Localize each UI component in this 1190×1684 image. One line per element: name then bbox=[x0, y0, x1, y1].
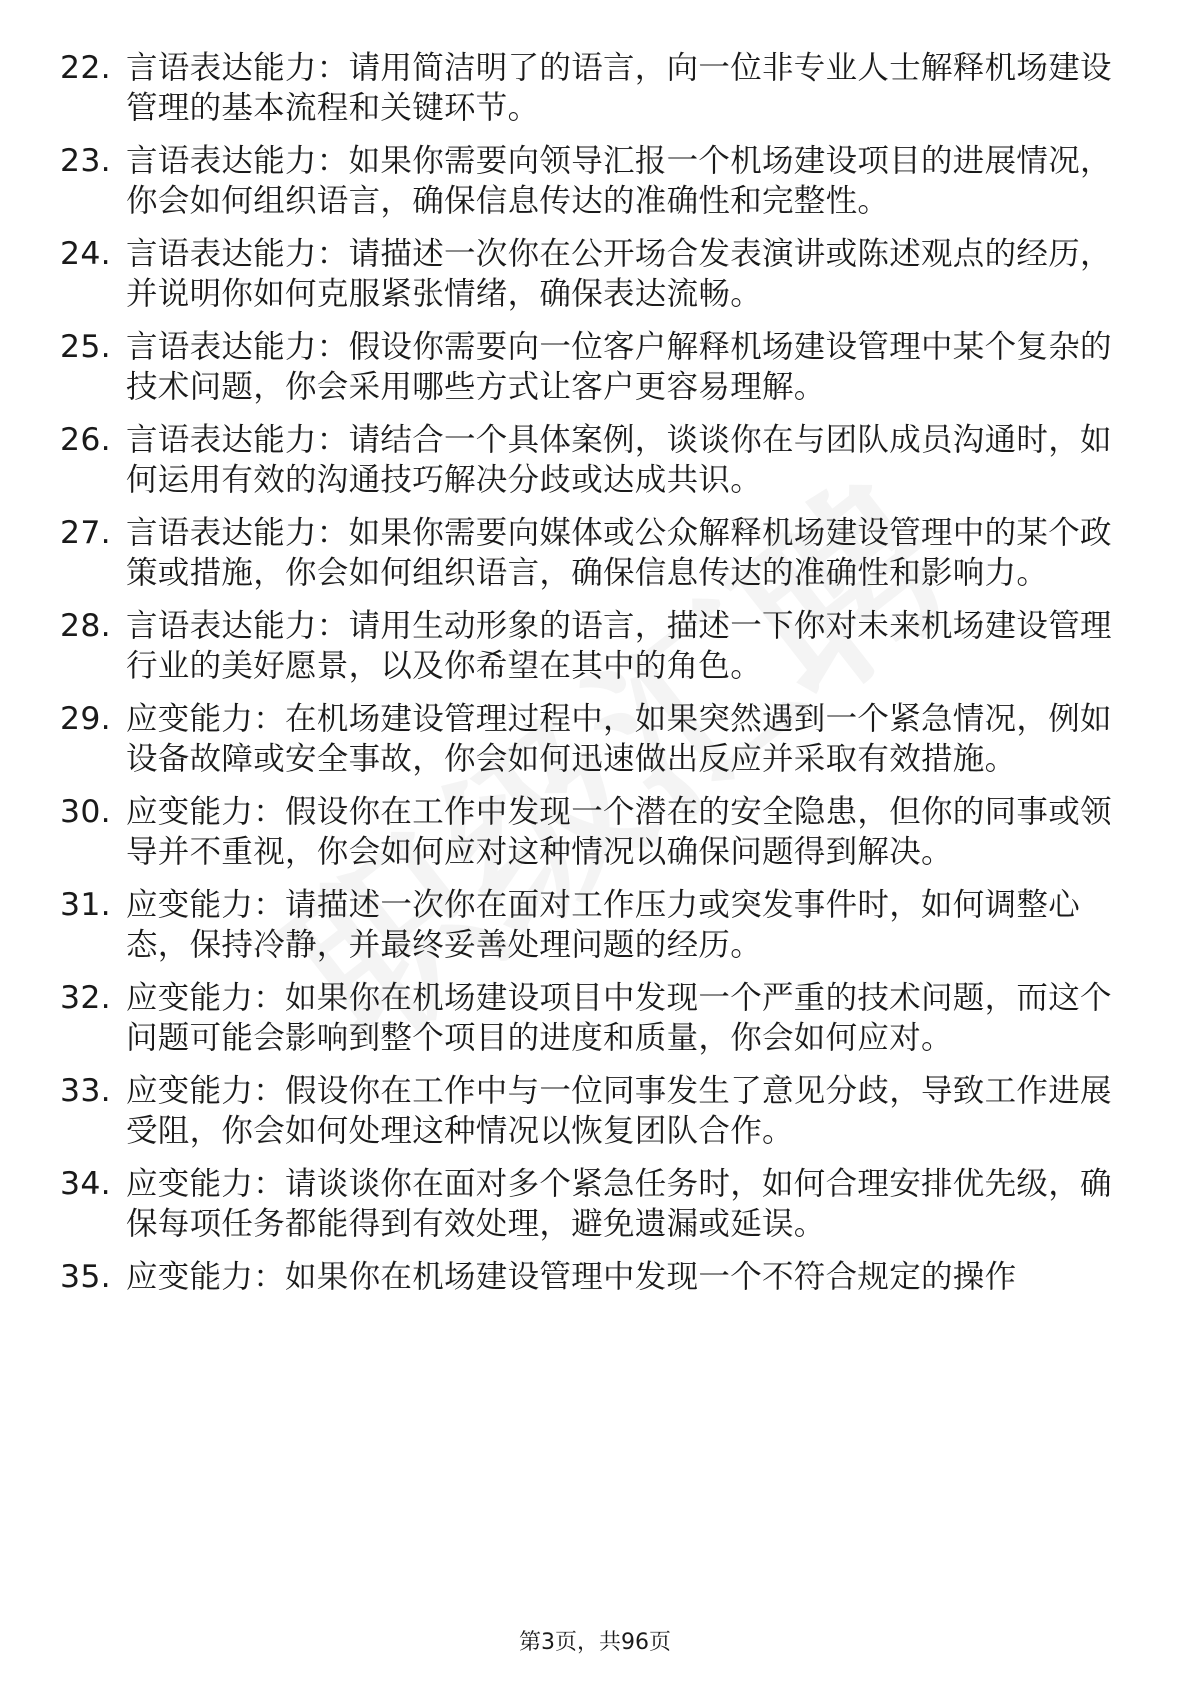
question-text: 言语表达能力：请用简洁明了的语言，向一位非专业人士解释机场建设管理的基本流程和关键环节。 bbox=[126, 50, 1112, 126]
question-item-31 bbox=[60, 885, 1120, 965]
question-number: 34. bbox=[60, 1166, 111, 1202]
question-item-25 bbox=[60, 327, 1120, 407]
question-text: 应变能力：如果你在机场建设项目中发现一个严重的技术问题，而这个问题可能会影响到整个项目的进度和质量，你会如何应对。 bbox=[126, 980, 1112, 1056]
question-number: 31. bbox=[60, 887, 111, 923]
question-number: 30. bbox=[60, 794, 111, 830]
question-item-34 bbox=[60, 1164, 1120, 1244]
question-number: 33. bbox=[60, 1073, 111, 1109]
question-text: 应变能力：在机场建设管理过程中，如果突然遇到一个紧急情况，例如设备故障或安全事故，你会如何迅速做出反应并采取有效措施。 bbox=[126, 701, 1112, 777]
question-text: 应变能力：请描述一次你在面对工作压力或突发事件时，如何调整心态，保持冷静，并最终妥善处理问题的经历。 bbox=[126, 887, 1081, 963]
question-number: 25. bbox=[60, 329, 111, 365]
question-text: 应变能力：假设你在工作中发现一个潜在的安全隐患，但你的同事或领导并不重视，你会如何应对这种情况以确保问题得到解决。 bbox=[126, 794, 1112, 870]
question-item-26 bbox=[60, 420, 1120, 500]
question-number: 22. bbox=[60, 50, 111, 86]
page-number-label: 第3页，共96页 bbox=[519, 1630, 671, 1655]
question-text: 言语表达能力：请用生动形象的语言，描述一下你对未来机场建设管理行业的美好愿景，以及你希望在其中的角色。 bbox=[126, 608, 1112, 684]
question-item-27 bbox=[60, 513, 1120, 593]
question-number: 26. bbox=[60, 422, 111, 458]
question-text: 言语表达能力：如果你需要向领导汇报一个机场建设项目的进展情况，你会如何组织语言，确保信息传达的准确性和完整性。 bbox=[126, 143, 1112, 219]
question-item-33 bbox=[60, 1071, 1120, 1151]
question-item-29 bbox=[60, 699, 1120, 779]
question-number: 32. bbox=[60, 980, 111, 1016]
question-number: 29. bbox=[60, 701, 111, 737]
question-number: 35. bbox=[60, 1259, 111, 1295]
question-item-22 bbox=[60, 48, 1120, 128]
question-text: 应变能力：假设你在工作中与一位同事发生了意见分歧，导致工作进展受阻，你会如何处理这种情况以恢复团队合作。 bbox=[126, 1073, 1112, 1149]
question-item-23 bbox=[60, 141, 1120, 221]
question-item-32 bbox=[60, 978, 1120, 1058]
question-number: 23. bbox=[60, 143, 111, 179]
question-item-24 bbox=[60, 234, 1120, 314]
question-text: 言语表达能力：假设你需要向一位客户解释机场建设管理中某个复杂的技术问题，你会采用哪些方式让客户更容易理解。 bbox=[126, 329, 1112, 405]
question-number: 27. bbox=[60, 515, 111, 551]
question-item-30 bbox=[60, 792, 1120, 872]
question-text: 言语表达能力：请结合一个具体案例，谈谈你在与团队成员沟通时，如何运用有效的沟通技巧解决分歧或达成共识。 bbox=[126, 422, 1112, 498]
question-item-35 bbox=[60, 1257, 1120, 1297]
question-item-28 bbox=[60, 606, 1120, 686]
question-text: 言语表达能力：请描述一次你在公开场合发表演讲或陈述观点的经历，并说明你如何克服紧张情绪，确保表达流畅。 bbox=[126, 236, 1112, 312]
page-footer bbox=[0, 1625, 1190, 1656]
question-text: 应变能力：请谈谈你在面对多个紧急任务时，如何合理安排优先级，确保每项任务都能得到有效处理，避免遗漏或延误。 bbox=[126, 1166, 1112, 1242]
question-text: 应变能力：如果你在机场建设管理中发现一个不符合规定的操作 bbox=[126, 1259, 1017, 1295]
question-list bbox=[60, 48, 1120, 1310]
question-number: 24. bbox=[60, 236, 111, 272]
question-number: 28. bbox=[60, 608, 111, 644]
question-text: 言语表达能力：如果你需要向媒体或公众解释机场建设管理中的某个政策或措施，你会如何组织语言，确保信息传达的准确性和影响力。 bbox=[126, 515, 1112, 591]
